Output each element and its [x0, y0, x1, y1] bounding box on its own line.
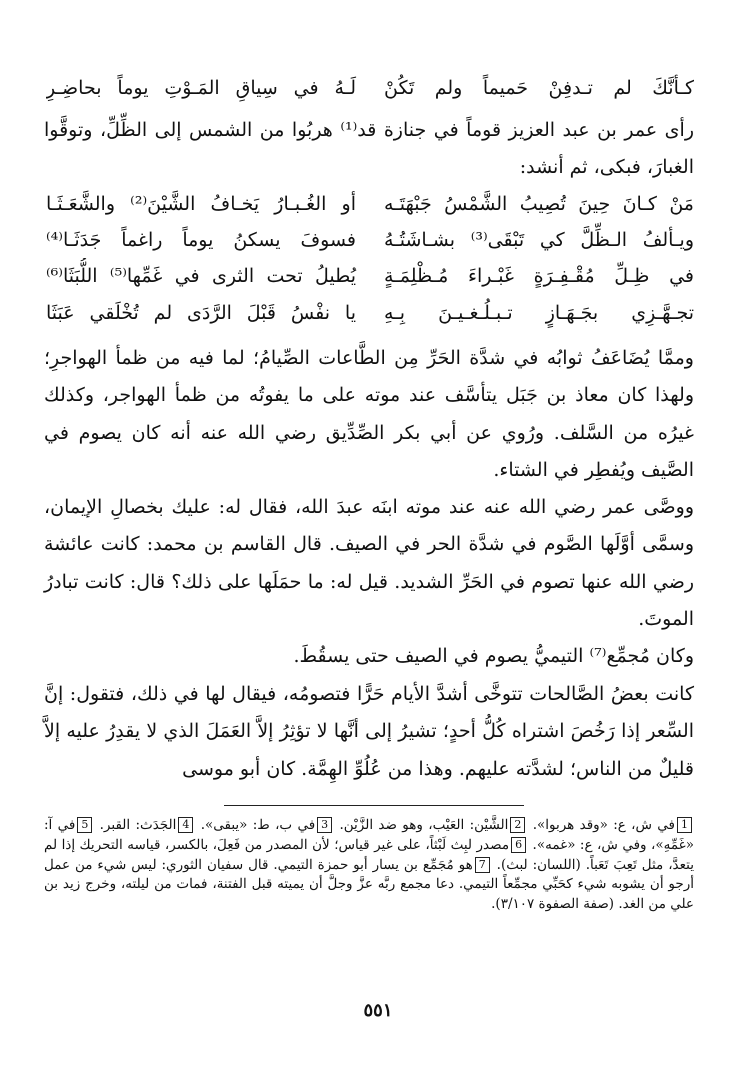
footnote-text: مصدر لبِث لَبْثاً، على غير قياس؛ لأن المصدر من فَعِلَ، بالكسر، قياسه التحريك إذا لم يتعدَّ، مثل تَعِبَ تَعَباً. (اللسان: لبث). [44, 836, 694, 873]
footnote-number: 3 [317, 817, 332, 833]
footnote-text: في آ: «غَمِّهِ»، وفي ش، ع: «غمه». [44, 817, 694, 853]
footnotes [44, 816, 694, 915]
footnote-text: الشَّيْن: العَيْب، وهو ضد الزَّيْن. [339, 817, 509, 833]
paragraph-mujammi: وكان مُجمِّع⁽⁷⁾ التيميُّ يصوم في الصيف حتى يسقُطَ. [293, 645, 694, 667]
paragraph-righteous-women: كانت بعضُ الصَّالحات تتوخَّى أشدَّ الأيام حَرًّا فتصومُه، فيقال لها في ذلك، فتقول: إنَّ السِّعر إذا رَخُصَ اشتراه كُلُّ أحدٍ؛ تشيرُ إلى أنَّها لا تؤثِرُ إلاَّ العَمَلَ الذي لا يقدِرُ عليه إلاَّ قليلٌ من الناس؛ لشدَّته عليهم. وهذا من عُلُوِّ الهِمَّة. كان أبو موسى [44, 683, 694, 780]
footnote-item [100, 817, 196, 833]
verse-second-hemistich: فسوفَ يسكنُ يوماً راغماً جَدَثَـا⁽⁴⁾ [46, 229, 356, 251]
verse-first-hemistich: ويـألفُ الـظِّلَّ كي تَبْقَى⁽³⁾ بشـاشَتُـهُ [384, 229, 694, 251]
footnote-item [533, 817, 694, 833]
footnote-number: 5 [77, 817, 92, 833]
footnote-text: هو مُجَمِّع بن يسار أبو حمزة التيمي. قال سفيان الثوري: ليس شيء من عمل أرجو أن يشوبه شيء كحَبِّي مجمِّعاً التيمي. دعا مجمع ربَّه عزَّ وجلَّ أن يميته قبل الفتنة، فمات من ليلته، وخرج زيد بن علي من الغد. (صفة الصفوة ٣/١٠٧). [44, 856, 694, 913]
footnote-text: في ش، ع: «وقد هربوا». [532, 817, 676, 833]
page-number: ٥٥١ [363, 1000, 393, 1021]
paragraph-umar-advice: ووصَّى عمر رضي الله عنه عند موته ابنَه عبدَ الله، فقال له: عليك بخصالِ الإيمان، وسمَّى أوَّلَها الصَّوم في شدَّة الحر في الصيف. قال القاسم بن محمد: كانت عائشة رضي الله عنها تصوم في الحَرِّ الشديد. قيل له: ما حمَلَها على ذلك؟ قال: كانت تبادرُ الموتَ. [44, 496, 694, 630]
verse-second-hemistich: لَـهُ في سِياقِ المَـوْتِ يوماً بحاضِـرِ [46, 77, 356, 99]
verse-second-hemistich: يا نفْسُ قَبْلَ الرَّدَى لم تُخْلَقي عَبَثَا [46, 302, 356, 324]
verse-line [46, 186, 694, 222]
verse-second-hemistich: يُطيلُ تحت الثرى في غَمِّها⁽⁵⁾ اللُّبَثَا⁽⁶⁾ [46, 265, 356, 287]
footnote-item [339, 817, 527, 833]
footnote-divider [224, 805, 524, 806]
footnote-number: 1 [677, 817, 692, 833]
footnote-number: 2 [510, 817, 525, 833]
verse-line [46, 222, 694, 258]
paragraph-summer-fasting: وممَّا يُضَاعَفُ ثوابُه في شدَّة الحَرِّ مِن الطَّاعات الصِّيامُ؛ لما فيه من ظمأ الهواجرِ؛ ولهذا كان معاذ بن جَبَل يتأسَّف عند موته على ما يفوتُه من ظمأ الهواجر، وكذلك غيرُه من السَّلف. ورُوي عن أبي بكر الصِّدِّيق رضي الله عنه أنه كان يصوم في الصَّيف ويُفطِر في الشتاء. [44, 347, 694, 481]
verse-first-hemistich: كـأنَّكَ لم تـدفِنْ حَميماً ولم تَكُنْ [384, 77, 694, 99]
verse-line [46, 258, 694, 294]
verse-line [46, 295, 694, 331]
verse-first-hemistich: تجـهَّـزِي بجَـهَـازٍ تـبـلُـغـيـنَ بِـهِ [384, 302, 694, 324]
footnote-item [201, 817, 334, 833]
verse-second-hemistich: أو الغُـبـارُ يَخـافُ الشَّيْنَ⁽²⁾ والشَّعَـثَـا [46, 193, 356, 215]
verse-line [46, 70, 694, 106]
footnote-number: 6 [511, 837, 526, 853]
footnote-number: 7 [475, 857, 490, 873]
footnote-text: في ب، ط: «يبقى». [200, 817, 316, 833]
paragraph-umar-funeral: رأى عمر بن عبد العزيز قوماً في جنازة قد⁽¹⁾ هربُوا من الشمس إلى الظِّلِّ، وتوقَّوا الغبارَ، فبكى، ثم أنشد: [44, 119, 694, 179]
footnote-number: 4 [178, 817, 193, 833]
footnote-text: الجَدَث: القبر. [99, 817, 177, 833]
verse-first-hemistich: في ظِـلِّ مُقْـفِـرَةٍ غَبْـراءَ مُـظْلِمَـةٍ [384, 265, 694, 287]
verse-first-hemistich: مَنْ كـانَ حِينَ تُصِيبُ الشَّمْسُ جَبْهَتَـه [384, 193, 694, 215]
